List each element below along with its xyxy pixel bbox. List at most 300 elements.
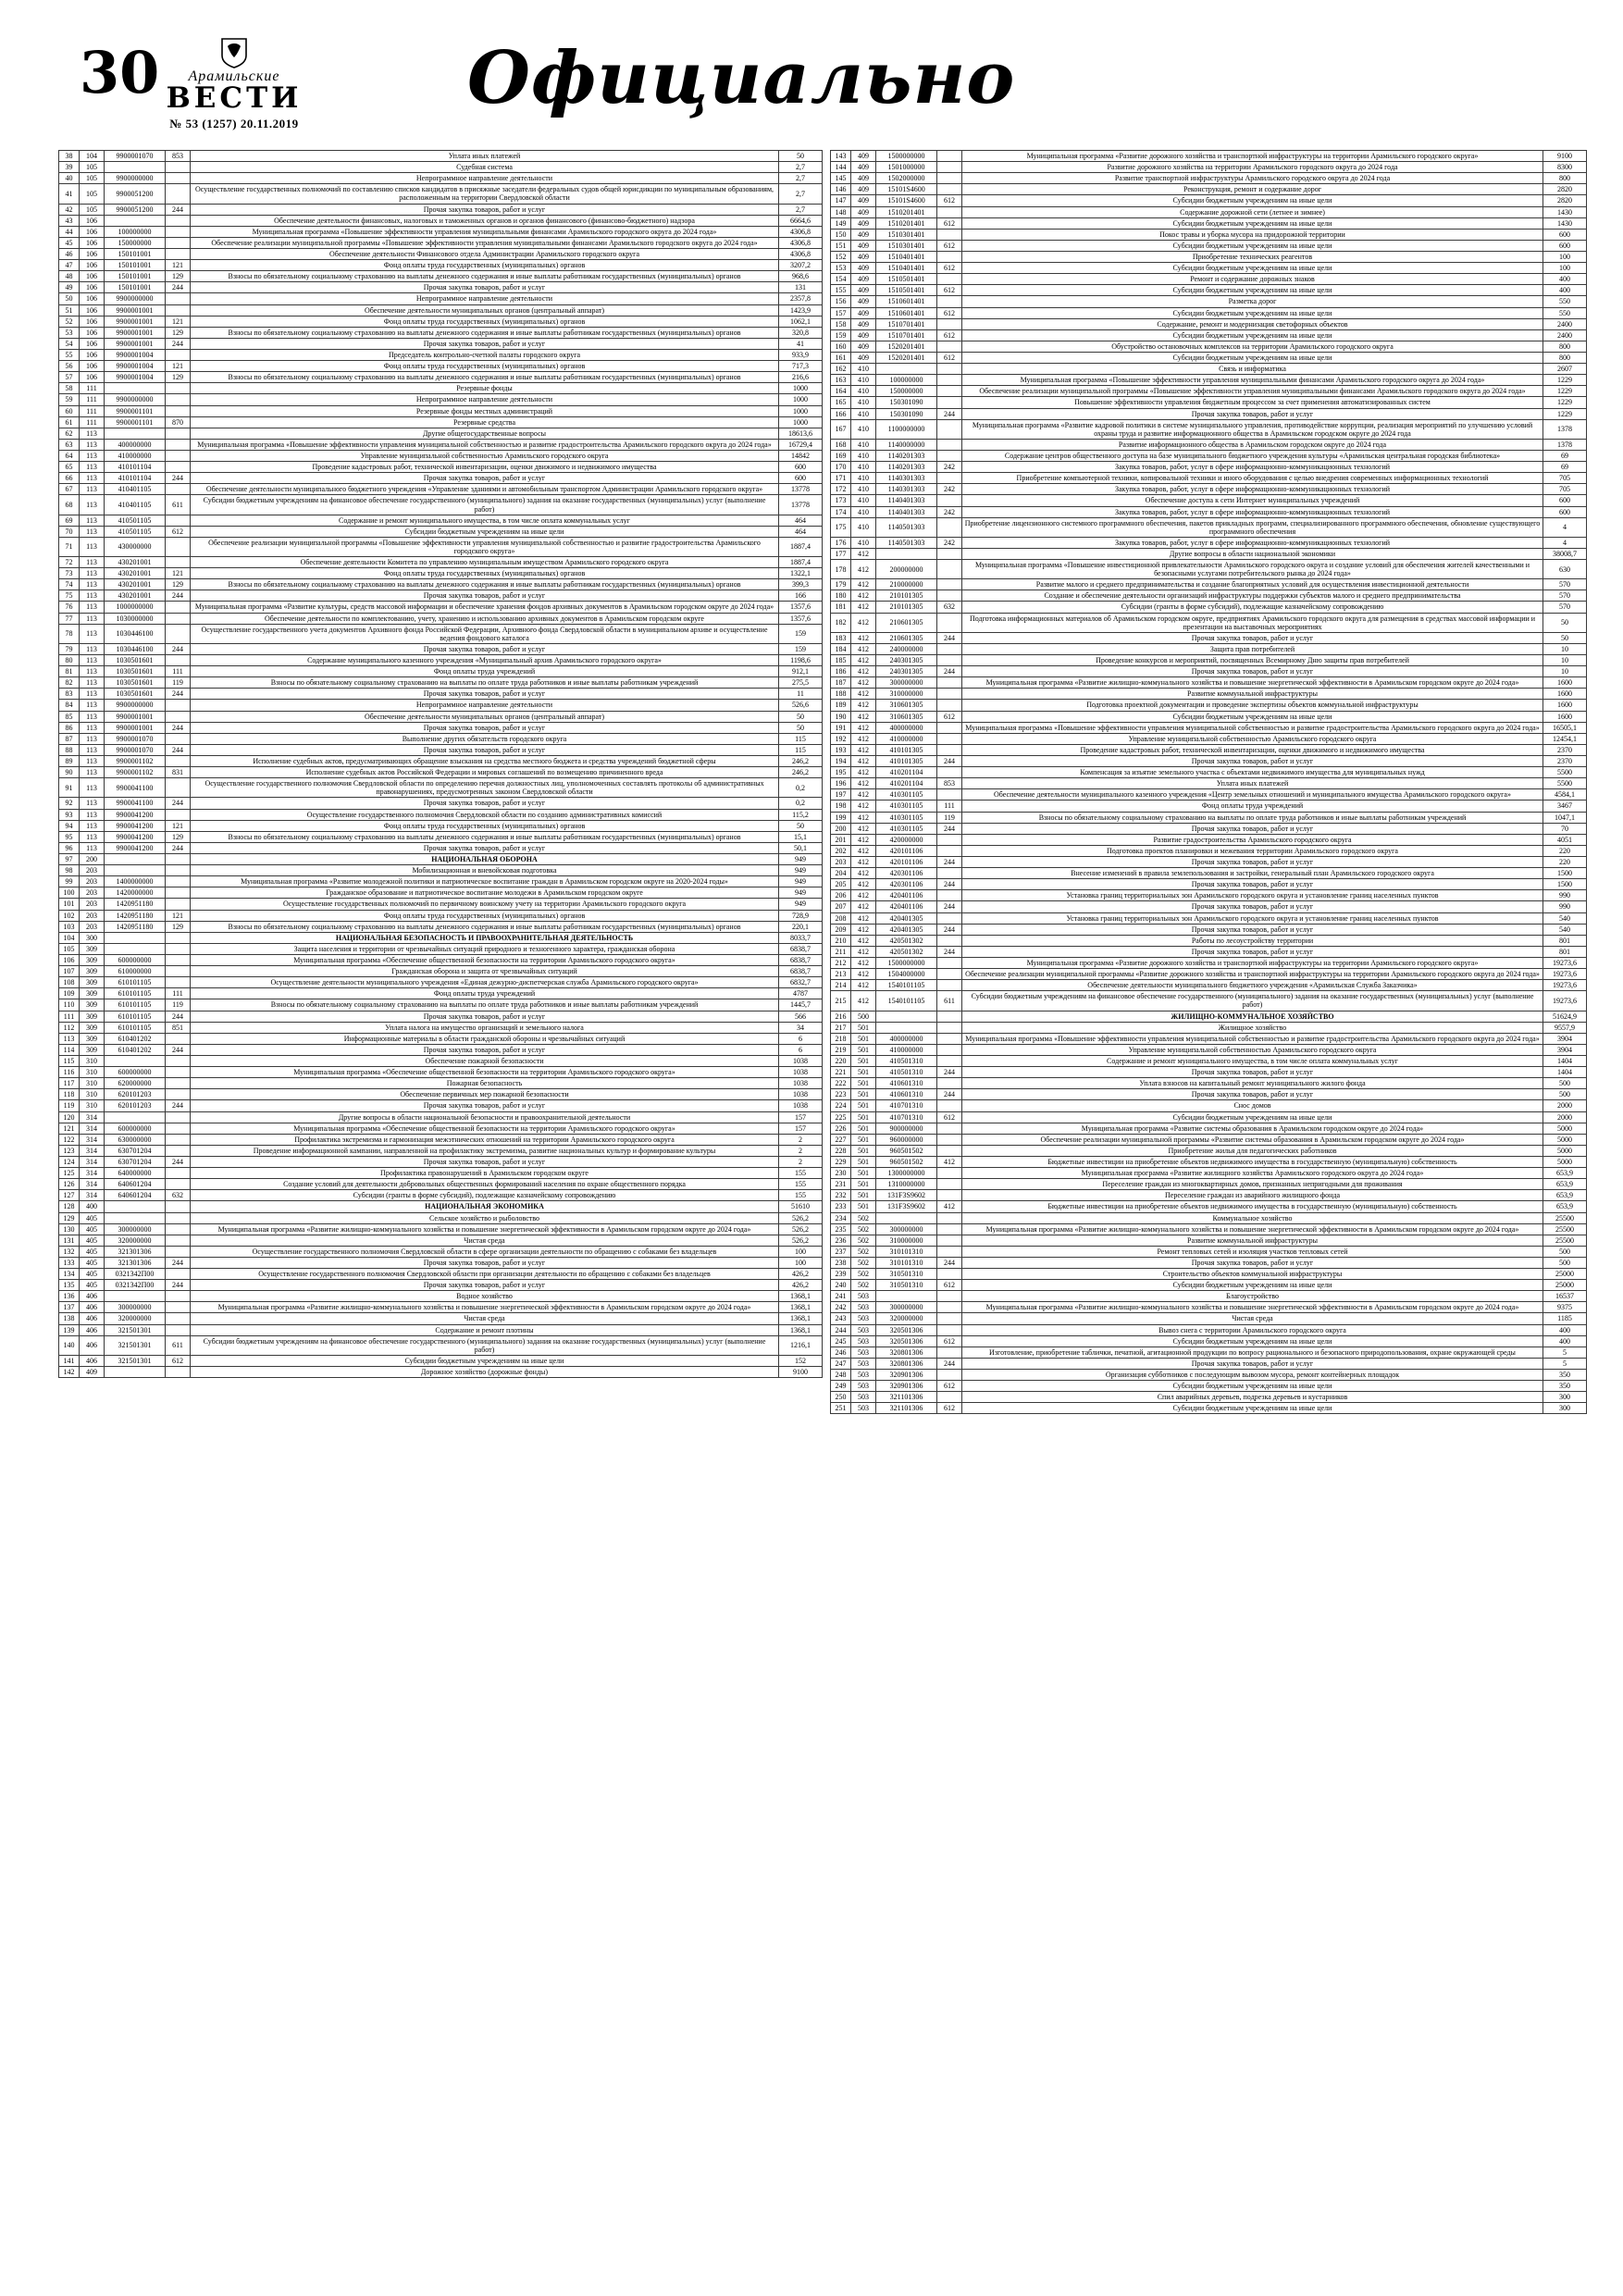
section-code-cell: 309 bbox=[80, 1033, 105, 1044]
amount-cell: 1500 bbox=[1543, 868, 1587, 879]
target-code-cell: 960000000 bbox=[876, 1134, 937, 1145]
row-number-cell: 168 bbox=[831, 439, 851, 450]
expense-type-cell bbox=[937, 495, 962, 506]
budget-row bbox=[831, 722, 1587, 733]
description-cell: Прочая закупка товаров, работ и услуг bbox=[191, 744, 779, 755]
budget-row bbox=[831, 537, 1587, 548]
description-cell: Развитие градостроительства Арамильского городского округа bbox=[962, 834, 1543, 845]
amount-cell: 399,3 bbox=[779, 579, 823, 590]
section-code-cell: 412 bbox=[851, 632, 876, 643]
target-code-cell: 410701310 bbox=[876, 1100, 937, 1111]
section-code-cell: 503 bbox=[851, 1370, 876, 1381]
target-code-cell: 430201001 bbox=[105, 579, 166, 590]
target-code-cell: 1140501303 bbox=[876, 517, 937, 537]
budget-row bbox=[59, 484, 823, 495]
expense-type-cell bbox=[937, 1347, 962, 1358]
target-code-cell: 321501301 bbox=[105, 1335, 166, 1355]
budget-row bbox=[59, 226, 823, 237]
row-number-cell: 123 bbox=[59, 1145, 80, 1156]
description-cell: Обустройство остановочных комплексов на территории Арамильского городского округа bbox=[962, 341, 1543, 352]
budget-row bbox=[831, 1011, 1587, 1022]
target-code-cell bbox=[105, 943, 166, 954]
expense-type-cell bbox=[166, 484, 191, 495]
section-code-cell: 106 bbox=[80, 293, 105, 304]
target-code-cell: 310601305 bbox=[876, 700, 937, 711]
description-cell: Муниципальная программа «Развитие системы образования в Арамильском городском округе до 2024 года» bbox=[962, 1123, 1543, 1134]
expense-type-cell: 244 bbox=[937, 823, 962, 834]
description-cell: Прочая закупка товаров, работ и услуг bbox=[962, 408, 1543, 419]
budget-row bbox=[831, 1235, 1587, 1246]
row-number-cell: 74 bbox=[59, 579, 80, 590]
amount-cell: 320,8 bbox=[779, 327, 823, 338]
budget-row bbox=[59, 1367, 823, 1378]
row-number-cell: 50 bbox=[59, 293, 80, 304]
budget-row bbox=[831, 655, 1587, 666]
expense-type-cell: 244 bbox=[937, 857, 962, 868]
expense-type-cell: 244 bbox=[166, 798, 191, 809]
section-code-cell: 310 bbox=[80, 1100, 105, 1111]
target-code-cell: 960501502 bbox=[876, 1156, 937, 1167]
target-code-cell: 150000000 bbox=[105, 237, 166, 248]
section-code-cell: 314 bbox=[80, 1179, 105, 1190]
expense-type-cell bbox=[937, 341, 962, 352]
budget-row bbox=[831, 1168, 1587, 1179]
description-cell: Гражданское образование и патриотическое воспитание молодежи в Арамильском городском округе bbox=[191, 887, 779, 899]
target-code-cell: 1510201401 bbox=[876, 206, 937, 217]
row-number-cell: 115 bbox=[59, 1055, 80, 1066]
row-number-cell: 193 bbox=[831, 744, 851, 755]
amount-cell: 1600 bbox=[1543, 700, 1587, 711]
budget-row bbox=[831, 506, 1587, 517]
section-code-cell: 410 bbox=[851, 397, 876, 408]
budget-row bbox=[831, 240, 1587, 251]
section-code-cell: 105 bbox=[80, 162, 105, 173]
row-number-cell: 132 bbox=[59, 1246, 80, 1257]
section-code-cell: 503 bbox=[851, 1324, 876, 1335]
target-code-cell: 210101305 bbox=[876, 602, 937, 613]
amount-cell: 2 bbox=[779, 1134, 823, 1145]
budget-row bbox=[831, 1100, 1587, 1111]
section-code-cell: 113 bbox=[80, 568, 105, 579]
section-code-cell: 412 bbox=[851, 689, 876, 700]
description-cell: Уплата взносов на капитальный ремонт муниципального жилого фонда bbox=[962, 1078, 1543, 1089]
amount-cell: 1368,1 bbox=[779, 1291, 823, 1302]
expense-type-cell: 244 bbox=[166, 204, 191, 215]
amount-cell: 100 bbox=[779, 1257, 823, 1268]
description-cell: Взносы по обязательному социальному страхованию на выплаты денежного содержания и иные выплаты работникам государственных (муниципальных) органов bbox=[191, 372, 779, 383]
amount-cell: 1000 bbox=[779, 383, 823, 394]
row-number-cell: 140 bbox=[59, 1335, 80, 1355]
amount-cell: 34 bbox=[779, 1022, 823, 1033]
section-code-cell: 412 bbox=[851, 579, 876, 590]
expense-type-cell bbox=[937, 677, 962, 689]
amount-cell: 6832,7 bbox=[779, 977, 823, 988]
description-cell: Взносы по обязательному социальному страхованию на выплаты по оплате труда работников и иные выплаты работникам учреждений bbox=[962, 812, 1543, 823]
section-code-cell: 503 bbox=[851, 1392, 876, 1403]
expense-type-cell: 121 bbox=[166, 260, 191, 271]
section-code-cell: 412 bbox=[851, 991, 876, 1011]
row-number-cell: 239 bbox=[831, 1269, 851, 1280]
amount-cell: 14842 bbox=[779, 450, 823, 461]
description-cell: Благоустройство bbox=[962, 1291, 1543, 1302]
section-code-cell: 309 bbox=[80, 966, 105, 977]
section-code-cell: 501 bbox=[851, 1201, 876, 1212]
row-number-cell: 164 bbox=[831, 386, 851, 397]
section-code-cell: 113 bbox=[80, 820, 105, 831]
row-number-cell: 116 bbox=[59, 1067, 80, 1078]
amount-cell: 400 bbox=[1543, 274, 1587, 285]
budget-row bbox=[831, 744, 1587, 755]
budget-row bbox=[831, 1335, 1587, 1347]
section-code-cell: 409 bbox=[851, 229, 876, 240]
expense-type-cell bbox=[937, 296, 962, 307]
expense-type-cell bbox=[166, 977, 191, 988]
expense-type-cell bbox=[166, 1168, 191, 1179]
amount-cell: 550 bbox=[1543, 296, 1587, 307]
row-number-cell: 163 bbox=[831, 375, 851, 386]
section-code-cell: 409 bbox=[851, 352, 876, 363]
budget-row bbox=[831, 1179, 1587, 1190]
row-number-cell: 93 bbox=[59, 809, 80, 820]
budget-row bbox=[831, 778, 1587, 789]
expense-type-cell bbox=[166, 809, 191, 820]
description-cell: Жилищное хозяйство bbox=[962, 1022, 1543, 1033]
row-number-cell: 146 bbox=[831, 184, 851, 195]
budget-row bbox=[831, 935, 1587, 946]
section-code-cell: 412 bbox=[851, 980, 876, 991]
expense-type-cell: 611 bbox=[166, 495, 191, 515]
target-code-cell: 1140401303 bbox=[876, 495, 937, 506]
expense-type-cell bbox=[166, 349, 191, 360]
expense-type-cell bbox=[937, 1022, 962, 1033]
amount-cell: 4306,8 bbox=[779, 248, 823, 259]
expense-type-cell bbox=[166, 428, 191, 439]
amount-cell: 100 bbox=[1543, 263, 1587, 274]
row-number-cell: 142 bbox=[59, 1367, 80, 1378]
expense-type-cell bbox=[937, 1324, 962, 1335]
expense-type-cell bbox=[166, 1291, 191, 1302]
budget-row bbox=[59, 304, 823, 316]
amount-cell: 526,2 bbox=[779, 1235, 823, 1246]
section-code-cell: 309 bbox=[80, 988, 105, 999]
amount-cell: 630 bbox=[1543, 560, 1587, 579]
description-cell: Приобретение технических реагентов bbox=[962, 251, 1543, 262]
section-code-cell: 501 bbox=[851, 1134, 876, 1145]
target-code-cell: 410401105 bbox=[105, 495, 166, 515]
expense-type-cell bbox=[937, 229, 962, 240]
target-code-cell bbox=[105, 854, 166, 865]
description-cell: Субсидии бюджетным учреждениям на иные цели bbox=[962, 240, 1543, 251]
budget-row bbox=[831, 677, 1587, 689]
target-code-cell: 321301306 bbox=[105, 1257, 166, 1268]
row-number-cell: 238 bbox=[831, 1257, 851, 1268]
row-number-cell: 47 bbox=[59, 260, 80, 271]
budget-row bbox=[59, 1100, 823, 1111]
amount-cell: 350 bbox=[1543, 1370, 1587, 1381]
description-cell: НАЦИОНАЛЬНАЯ БЕЗОПАСНОСТЬ И ПРАВООХРАНИТЕЛЬНАЯ ДЕЯТЕЛЬНОСТЬ bbox=[191, 932, 779, 943]
amount-cell: 6 bbox=[779, 1033, 823, 1044]
newspaper-name-bottom: ВЕСТИ bbox=[166, 81, 303, 115]
expense-type-cell: 244 bbox=[166, 722, 191, 733]
expense-type-cell bbox=[937, 274, 962, 285]
description-cell: Прочая закупка товаров, работ и услуг bbox=[962, 924, 1543, 935]
row-number-cell: 204 bbox=[831, 868, 851, 879]
expense-type-cell: 612 bbox=[937, 195, 962, 206]
target-code-cell: 1510701401 bbox=[876, 329, 937, 341]
section-code-cell: 405 bbox=[80, 1257, 105, 1268]
budget-row bbox=[59, 999, 823, 1011]
expense-type-cell bbox=[937, 590, 962, 602]
row-number-cell: 197 bbox=[831, 789, 851, 800]
expense-type-cell: 244 bbox=[166, 1011, 191, 1022]
amount-cell: 1229 bbox=[1543, 408, 1587, 419]
row-number-cell: 176 bbox=[831, 537, 851, 548]
amount-cell: 500 bbox=[1543, 1089, 1587, 1100]
budget-row bbox=[831, 812, 1587, 823]
amount-cell: 1216,1 bbox=[779, 1335, 823, 1355]
expense-type-cell: 412 bbox=[937, 1156, 962, 1167]
description-cell: Прочая закупка товаров, работ и услуг bbox=[191, 338, 779, 349]
description-cell: Развитие коммунальной инфраструктуры bbox=[962, 689, 1543, 700]
amount-cell: 3207,2 bbox=[779, 260, 823, 271]
budget-row bbox=[59, 767, 823, 778]
row-number-cell: 150 bbox=[831, 229, 851, 240]
row-number-cell: 219 bbox=[831, 1044, 851, 1055]
description-cell: Управление муниципальной собственностью Арамильского городского округа bbox=[962, 733, 1543, 744]
description-cell: Уплата иных платежей bbox=[191, 151, 779, 162]
expense-type-cell bbox=[937, 473, 962, 484]
amount-cell: 300 bbox=[1543, 1392, 1587, 1403]
budget-row bbox=[831, 1381, 1587, 1392]
target-code-cell: 1500000000 bbox=[876, 151, 937, 162]
section-code-cell: 406 bbox=[80, 1324, 105, 1335]
row-number-cell: 195 bbox=[831, 767, 851, 778]
row-number-cell: 218 bbox=[831, 1033, 851, 1044]
section-code-cell: 105 bbox=[80, 204, 105, 215]
target-code-cell: 410301105 bbox=[876, 823, 937, 834]
expense-type-cell bbox=[166, 537, 191, 556]
row-number-cell: 99 bbox=[59, 876, 80, 887]
description-cell: Взносы по обязательному социальному страхованию на выплаты денежного содержания и иные выплаты работникам государственных (муниципальных) органов bbox=[191, 271, 779, 282]
amount-cell: 1038 bbox=[779, 1055, 823, 1066]
budget-row bbox=[831, 285, 1587, 296]
description-cell: Прочая закупка товаров, работ и услуг bbox=[191, 1156, 779, 1167]
row-number-cell: 59 bbox=[59, 394, 80, 405]
section-code-cell: 314 bbox=[80, 1168, 105, 1179]
row-number-cell: 180 bbox=[831, 590, 851, 602]
amount-cell: 1600 bbox=[1543, 711, 1587, 722]
row-number-cell: 101 bbox=[59, 899, 80, 910]
description-cell: Приобретение жилья для педагогических работников bbox=[962, 1145, 1543, 1156]
row-number-cell: 46 bbox=[59, 248, 80, 259]
section-code-cell: 200 bbox=[80, 854, 105, 865]
budget-row bbox=[59, 450, 823, 461]
budget-row bbox=[59, 1201, 823, 1212]
target-code-cell: 640601204 bbox=[105, 1190, 166, 1201]
expense-type-cell bbox=[937, 1123, 962, 1134]
target-code-cell: 410101305 bbox=[876, 744, 937, 755]
description-cell: Обеспечение деятельности муниципальных органов (центральный аппарат) bbox=[191, 304, 779, 316]
amount-cell: 50 bbox=[779, 151, 823, 162]
amount-cell: 500 bbox=[1543, 1246, 1587, 1257]
row-number-cell: 187 bbox=[831, 677, 851, 689]
amount-cell: 1600 bbox=[1543, 689, 1587, 700]
description-cell: Дорожное хозяйство (дорожные фонды) bbox=[191, 1367, 779, 1378]
section-code-cell: 314 bbox=[80, 1145, 105, 1156]
section-code-cell: 406 bbox=[80, 1302, 105, 1313]
target-code-cell: 1510301401 bbox=[876, 240, 937, 251]
target-code-cell: 9900051200 bbox=[105, 184, 166, 204]
amount-cell: 4306,8 bbox=[779, 226, 823, 237]
amount-cell: 25500 bbox=[1543, 1235, 1587, 1246]
row-number-cell: 45 bbox=[59, 237, 80, 248]
section-code-cell: 501 bbox=[851, 1179, 876, 1190]
row-number-cell: 139 bbox=[59, 1324, 80, 1335]
section-code-cell: 412 bbox=[851, 560, 876, 579]
description-cell: Переселение граждан из аварийного жилищного фонда bbox=[962, 1190, 1543, 1201]
expense-type-cell bbox=[937, 1033, 962, 1044]
description-cell: Осуществление государственного учета документов Архивного фонда Российской Федерации, Архивного фонда Свердловской области в муниципальном архиве и осуществление ведения фондового каталога bbox=[191, 624, 779, 643]
amount-cell: 653,9 bbox=[1543, 1190, 1587, 1201]
row-number-cell: 209 bbox=[831, 924, 851, 935]
row-number-cell: 126 bbox=[59, 1179, 80, 1190]
budget-row bbox=[59, 643, 823, 654]
amount-cell: 540 bbox=[1543, 912, 1587, 924]
section-code-cell: 106 bbox=[80, 260, 105, 271]
section-code-cell: 410 bbox=[851, 450, 876, 461]
expense-type-cell bbox=[166, 1123, 191, 1134]
expense-type-cell: 632 bbox=[937, 602, 962, 613]
expense-type-cell bbox=[937, 173, 962, 184]
row-number-cell: 236 bbox=[831, 1235, 851, 1246]
budget-row bbox=[59, 1190, 823, 1201]
description-cell: Обеспечение реализации муниципальной программы «Повышение эффективности управления муниципальной собственностью и развитие градостроительства Арамильского городского округа» bbox=[191, 537, 779, 556]
expense-type-cell bbox=[937, 845, 962, 856]
amount-cell: 600 bbox=[1543, 240, 1587, 251]
amount-cell: 5500 bbox=[1543, 767, 1587, 778]
target-code-cell: 1420951180 bbox=[105, 899, 166, 910]
budget-row bbox=[59, 756, 823, 767]
expense-type-cell bbox=[937, 1168, 962, 1179]
section-code-cell: 113 bbox=[80, 831, 105, 842]
target-code-cell: 1140201303 bbox=[876, 450, 937, 461]
description-cell: Субсидии бюджетным учреждениям на иные цели bbox=[191, 1355, 779, 1366]
target-code-cell: 9900041100 bbox=[105, 798, 166, 809]
section-code-cell: 409 bbox=[851, 240, 876, 251]
budget-row bbox=[831, 173, 1587, 184]
row-number-cell: 202 bbox=[831, 845, 851, 856]
row-number-cell: 170 bbox=[831, 462, 851, 473]
expense-type-cell: 129 bbox=[166, 327, 191, 338]
row-number-cell: 56 bbox=[59, 361, 80, 372]
expense-type-cell bbox=[166, 293, 191, 304]
budget-row bbox=[59, 405, 823, 416]
amount-cell: 38008,7 bbox=[1543, 548, 1587, 559]
target-code-cell: 1140501303 bbox=[876, 537, 937, 548]
expense-type-cell bbox=[937, 386, 962, 397]
budget-row bbox=[831, 1089, 1587, 1100]
expense-type-cell: 853 bbox=[166, 151, 191, 162]
row-number-cell: 133 bbox=[59, 1257, 80, 1268]
target-code-cell: 131F3S9602 bbox=[876, 1190, 937, 1201]
budget-row bbox=[59, 1335, 823, 1355]
expense-type-cell: 870 bbox=[166, 416, 191, 428]
budget-row bbox=[59, 327, 823, 338]
expense-type-cell bbox=[166, 613, 191, 624]
section-code-cell: 113 bbox=[80, 473, 105, 484]
section-code-cell: 113 bbox=[80, 778, 105, 798]
budget-row bbox=[59, 1055, 823, 1066]
expense-type-cell bbox=[166, 1179, 191, 1190]
description-cell: Обеспечение деятельности Финансового отдела Администрации Арамильского городского округа bbox=[191, 248, 779, 259]
section-code-cell: 106 bbox=[80, 316, 105, 327]
budget-row bbox=[831, 217, 1587, 229]
amount-cell: 2820 bbox=[1543, 184, 1587, 195]
target-code-cell: 310501310 bbox=[876, 1280, 937, 1291]
description-cell: Фонд оплаты труда учреждений bbox=[191, 988, 779, 999]
budget-row bbox=[59, 842, 823, 853]
target-code-cell: 1030000000 bbox=[105, 613, 166, 624]
description-cell: Муниципальная программа «Повышение инвестиционной привлекательности Арамильского городского округа и создание условий для обеспечения жителей качественными и безопасными услугами потребительского рынка до 2024 года» bbox=[962, 560, 1543, 579]
expense-type-cell bbox=[166, 215, 191, 226]
expense-type-cell bbox=[937, 450, 962, 461]
amount-cell: 50 bbox=[779, 711, 823, 722]
target-code-cell: 420301106 bbox=[876, 879, 937, 890]
description-cell: Прочая закупка товаров, работ и услуг bbox=[962, 857, 1543, 868]
description-cell: Приобретение лицензионного системного программного обеспечения, пакетов прикладных программ, специализированного программного обеспечения, обновление существующего программного обеспечения bbox=[962, 517, 1543, 537]
row-number-cell: 48 bbox=[59, 271, 80, 282]
budget-row bbox=[59, 526, 823, 537]
row-number-cell: 198 bbox=[831, 800, 851, 812]
amount-cell: 19273,6 bbox=[1543, 991, 1587, 1011]
target-code-cell: 410501310 bbox=[876, 1067, 937, 1078]
description-cell: Субсидии бюджетным учреждениям на иные цели bbox=[962, 329, 1543, 341]
description-cell: Осуществление государственного полномочия Свердловской области по созданию административных комиссий bbox=[191, 809, 779, 820]
amount-cell: 10 bbox=[1543, 666, 1587, 677]
row-number-cell: 120 bbox=[59, 1111, 80, 1123]
description-cell: Бюджетные инвестиции на приобретение объектов недвижимого имущества в государственную (муниципальную) собственность bbox=[962, 1201, 1543, 1212]
budget-row bbox=[831, 602, 1587, 613]
budget-row bbox=[59, 887, 823, 899]
budget-table-right bbox=[830, 150, 1587, 1414]
expense-type-cell: 119 bbox=[166, 677, 191, 689]
description-cell: Установка границ территориальных зон Арамильского городского округа и установление границ населенных пунктов bbox=[962, 912, 1543, 924]
budget-row bbox=[59, 613, 823, 624]
budget-row bbox=[831, 868, 1587, 879]
description-cell: Прочая закупка товаров, работ и услуг bbox=[191, 1044, 779, 1055]
description-cell: Судебная система bbox=[191, 162, 779, 173]
amount-cell: 16537 bbox=[1543, 1291, 1587, 1302]
section-code-cell: 412 bbox=[851, 590, 876, 602]
target-code-cell: 410701310 bbox=[876, 1111, 937, 1123]
amount-cell: 19273,6 bbox=[1543, 969, 1587, 980]
amount-cell: 69 bbox=[1543, 462, 1587, 473]
expense-type-cell: 244 bbox=[937, 879, 962, 890]
target-code-cell: 9900001101 bbox=[105, 416, 166, 428]
amount-cell: 10 bbox=[1543, 655, 1587, 666]
target-code-cell: 410301105 bbox=[876, 812, 937, 823]
description-cell: Прочая закупка товаров, работ и услуг bbox=[191, 798, 779, 809]
budget-row bbox=[831, 1246, 1587, 1257]
expense-type-cell: 244 bbox=[166, 1044, 191, 1055]
section-code-cell: 203 bbox=[80, 865, 105, 876]
row-number-cell: 145 bbox=[831, 173, 851, 184]
expense-type-cell: 612 bbox=[166, 1355, 191, 1366]
budget-row bbox=[831, 800, 1587, 812]
expense-type-cell bbox=[166, 1145, 191, 1156]
budget-row bbox=[831, 845, 1587, 856]
target-code-cell bbox=[876, 1022, 937, 1033]
